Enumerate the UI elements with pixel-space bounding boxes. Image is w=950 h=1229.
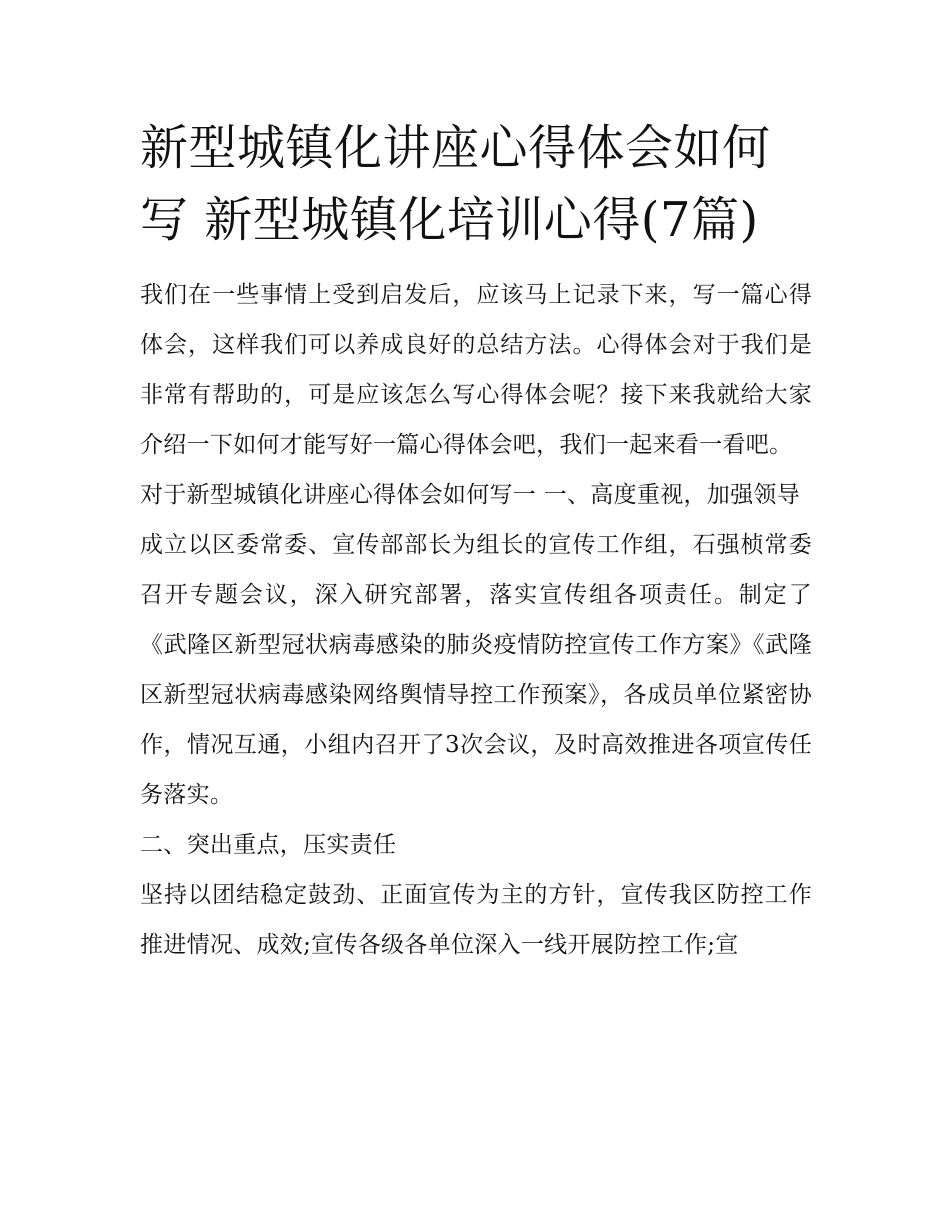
document-page [140,112,812,970]
section-paragraph-1: 成立以区委常委、宣传部部长为组长的宣传工作组，石强桢常委召开专题会议，深入研究部署，落实宣传组各项责任。制定了《武隆区新型冠状病毒感染的肺炎疫情防控宣传工作方案》《武隆区新型冠状病毒感染网络舆情导控工作预案》，各成员单位紧密协作，情况互通，小组内召开了3次会议，及时高效推进各项宣传任务落实。 [140,532,812,808]
document-title: 新型城镇化讲座心得体会如何写 新型城镇化培训心得(7篇) [140,120,771,248]
section-paragraph-2: 坚持以团结稳定鼓劲、正面宣传为主的方针，宣传我区防控工作推进情况、成效;宣传各级各单位深入一线开展防控工作;宣 [140,882,812,958]
intro-paragraph: 我们在一些事情上受到启发后，应该马上记录下来，写一篇心得体会，这样我们可以养成良好的总结方法。心得体会对于我们是非常有帮助的，可是应该怎么写心得体会呢？接下来我就给大家介绍一下如何才能写好一篇心得体会吧，我们一起来看一看吧。 [140,282,812,458]
section-heading-1: 对于新型城镇化讲座心得体会如何写一 一、高度重视，加强领导 [140,482,801,508]
document-body [140,270,812,970]
section-heading-2: 二、突出重点，压实责任 [140,832,397,858]
